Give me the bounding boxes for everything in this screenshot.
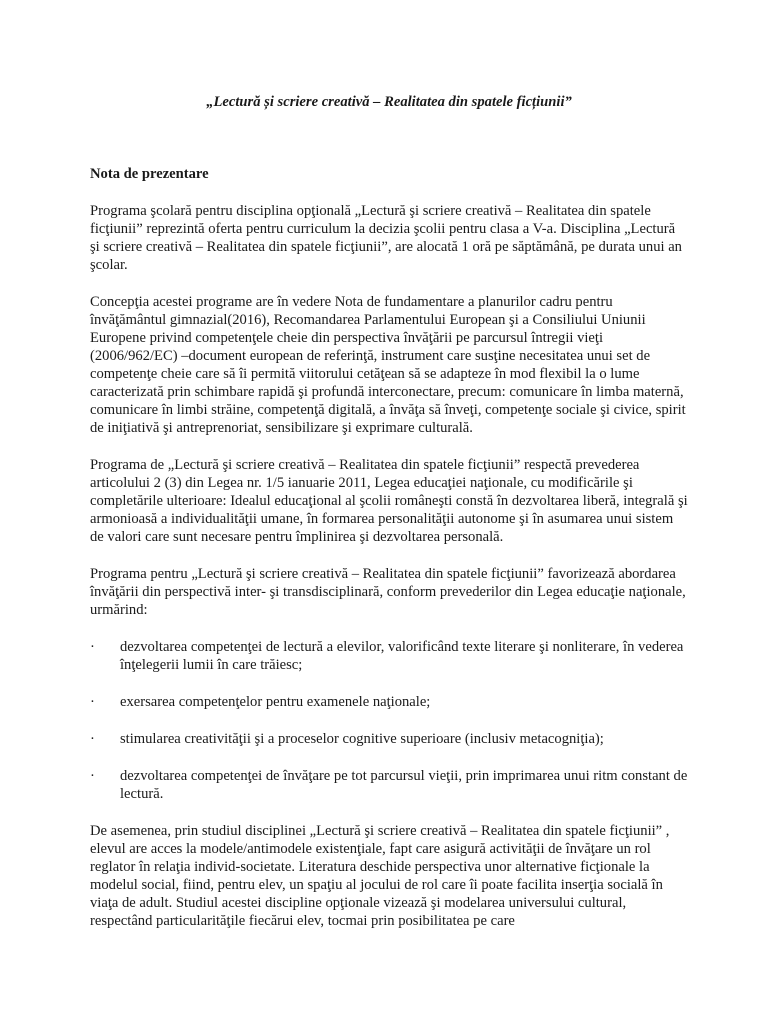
bullet-dot: · [90,768,95,784]
bullet-item-reading [90,638,688,674]
paragraph-objectives: Programa pentru „Lectură şi scriere creativă – Realitatea din spatele ficţiunii” favorizează abordarea învăţării din perspectivă inter- şi transdisciplinară, conform prevederilor din Legea educaţie naţionale, urmărind: [90,566,686,618]
document-page [90,93,688,949]
bullet-item-creativity [90,730,688,748]
bullet-dot: · [90,731,95,747]
paragraph-closing: De asemenea, prin studiul disciplinei „Lectură şi scriere creativă – Realitatea din spatele ficţiunii” , elevul are acces la modele/antimodele existenţiale, fapt care asigură activităţii de învăţare un rol reglator în relaţia individ-societate. Literatura deschide perspectiva unor alternative ficţionale la modelul social, fiind, pentru elev, un spaţiu al jocului de rol care îi poate facilita inserţia socială în viaţa de adult. Studiul acestei discipline opţionale vizează şi modelarea universului cultural, respectând particularităţile fiecărui elev, tocmai prin posibilitatea pe care [90,823,670,929]
bullet-item-lifelong [90,767,688,803]
paragraph-law: Programa de „Lectură şi scriere creativă – Realitatea din spatele ficţiunii” respectă prevederea articolului 2 (3) din Legea nr. 1/5 ianuarie 2011, Legea educaţiei naţionale, cu modificările şi completările ulterioare: Idealul educaţional al şcolii româneşti constă în dezvoltarea liberă, integrală şi armonioasă a individualităţii umane, în formarea personalităţii autonome şi în asumarea unui sistem de valori care sunt necesare pentru împlinirea şi dezvoltarea personală. [90,457,688,545]
document-title: „Lectură și scriere creativă – Realitatea din spatele ficțiunii” [206,94,572,110]
section-heading: Nota de prezentare [90,166,209,182]
paragraph-intro: Programa şcolară pentru disciplina opţională „Lectură şi scriere creativă – Realitatea din spatele ficţiunii” reprezintă oferta pentru curriculum la decizia şcolii pentru clasa a V-a. Disciplina „Lectură şi scriere creativă – Realitatea din spatele ficţiunii”, are alocată 1 oră pe săptămână, pe durata unui an şcolar. [90,203,682,273]
bullet-item-exams [90,693,688,711]
paragraph-conception: Concepţia acestei programe are în vedere Nota de fundamentare a planurilor cadru pentru învăţământul gimnazial(2016), Recomandarea Parlamentului European şi a Consiliului Uniunii Europene privind competenţele cheie din perspectiva învăţării pe parcursul întregii vieţi (2006/962/EC) –document european de referinţă, instrument care susţine necesitatea unui set de competenţe cheie care să îi permită viitorului cetăţean să se adapteze în mod flexibil la o lume caracterizată prin schimbare rapidă şi profundă interconectare, precum: comunicare în limba maternă, comunicare în limbi străine, competenţă digitală, a învăţa să înveţi, competenţe sociale şi civice, spirit de iniţiativă şi antreprenoriat, sensibilizare şi exprimare culturală. [90,294,686,436]
bullet-dot: · [90,639,95,655]
bullet-text: dezvoltarea competenţei de lectură a elevilor, valorificând texte literare şi nonliterare, în vederea înţelegerii lumii în care trăiesc; [120,639,684,673]
bullet-text: stimularea creativităţii şi a proceselor cognitive superioare (inclusiv metacogniţia); [120,731,604,747]
bullet-text: dezvoltarea competenţei de învăţare pe tot parcursul vieţii, prin imprimarea unui ritm constant de lectură. [120,768,688,802]
bullet-text: exersarea competenţelor pentru examenele naţionale; [120,694,431,710]
bullet-dot: · [90,694,95,710]
